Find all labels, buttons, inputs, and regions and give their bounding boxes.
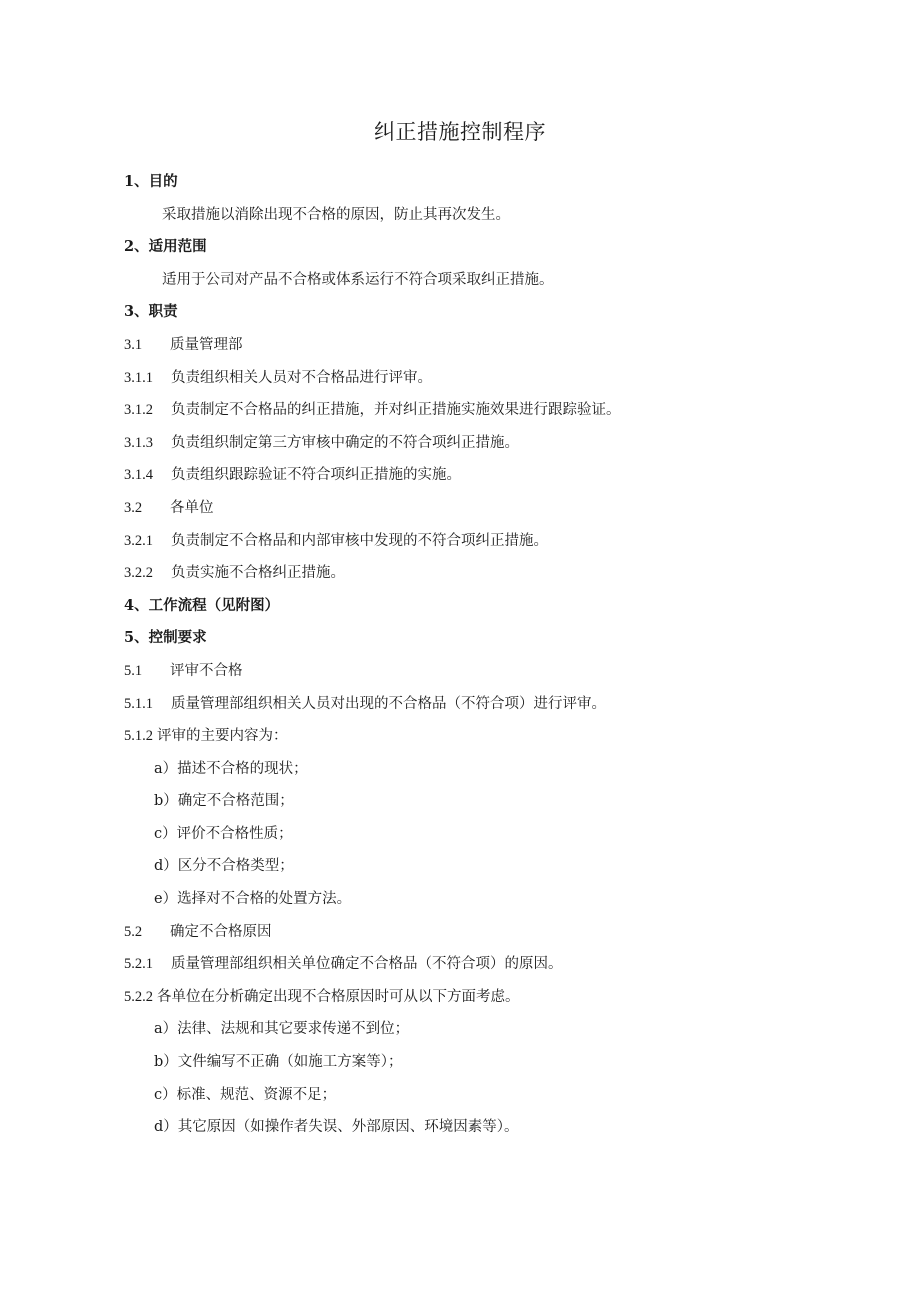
list-item: b）确定不合格范围； — [154, 793, 294, 810]
clause-number: 5.2 — [124, 923, 143, 940]
clause-number: 3.1.3 — [124, 434, 153, 451]
clause-number: 5.2.1 — [124, 956, 153, 973]
section-heading-workflow: 4、工作流程（见附图） — [124, 596, 280, 614]
list-item: a）法律、法规和其它要求传递不到位； — [154, 1021, 410, 1038]
clause-number: 5.1 — [124, 662, 143, 679]
section-heading-purpose: 1、目的 — [124, 173, 178, 190]
clause-text: 评审不合格 — [170, 662, 243, 679]
clause-number: 3.2 — [124, 499, 143, 516]
list-item: e）选择对不合格的处置方法。 — [154, 891, 352, 908]
clause-5-1-1 — [124, 688, 824, 721]
clause-number: 3.2.1 — [124, 532, 153, 549]
clause-5-2 — [124, 916, 824, 949]
list-item: c）标准、规范、资源不足； — [154, 1086, 337, 1103]
clause-text: 负责组织相关人员对不合格品进行评审。 — [171, 369, 432, 386]
clause-number: 5.2.2 — [124, 988, 153, 1005]
clause-5-2-1 — [124, 948, 824, 981]
paragraph-scope: 适用于公司对产品不合格或体系运行不符合项采取纠正措施。 — [162, 271, 554, 288]
clause-3-1-1 — [124, 362, 824, 395]
clause-number: 5.1.2 — [124, 728, 153, 745]
clause-3-1-2 — [124, 394, 824, 427]
clause-3-1-4 — [124, 459, 824, 492]
paragraph-purpose: 采取措施以消除出现不合格的原因，防止其再次发生。 — [162, 206, 510, 223]
clause-5-1-2 — [124, 720, 824, 753]
clause-text: 负责实施不合格纠正措施。 — [171, 565, 345, 582]
section-heading-control-requirements: 5、控制要求 — [124, 629, 207, 647]
clause-text: 质量管理部 — [170, 336, 243, 353]
clause-3-2 — [124, 492, 824, 525]
clause-text: 确定不合格原因 — [170, 923, 272, 940]
clause-number: 3.1.1 — [124, 369, 153, 386]
clause-text: 评审的主要内容为： — [157, 728, 288, 745]
list-item: d）区分不合格类型； — [154, 858, 294, 875]
list-item: b）文件编写不正确（如施工方案等）； — [154, 1054, 403, 1071]
clause-3-1-3 — [124, 427, 824, 460]
clause-5-2-2 — [124, 981, 824, 1014]
clause-text: 质量管理部组织相关单位确定不合格品（不符合项）的原因。 — [171, 956, 563, 973]
document-title: 纠正措施控制程序 — [374, 120, 546, 144]
list-item: d）其它原因（如操作者失误、外部原因、环境因素等）。 — [154, 1119, 519, 1136]
clause-3-1 — [124, 329, 824, 362]
clause-text: 各单位在分析确定出现不合格原因时可从以下方面考虑。 — [157, 988, 520, 1005]
clause-3-2-1 — [124, 525, 824, 558]
list-item: c）评价不合格性质； — [154, 825, 293, 842]
clause-number: 3.1.2 — [124, 402, 153, 419]
document-body — [124, 166, 824, 1144]
clause-number: 5.1.1 — [124, 695, 153, 712]
section-heading-scope: 2、适用范围 — [124, 238, 207, 256]
section-heading-responsibilities: 3、职责 — [124, 303, 178, 321]
clause-text: 负责组织跟踪验证不符合项纠正措施的实施。 — [171, 467, 461, 484]
clause-number: 3.2.2 — [124, 565, 153, 582]
clause-text: 负责组织制定第三方审核中确定的不符合项纠正措施。 — [171, 434, 519, 451]
clause-number: 3.1.4 — [124, 467, 153, 484]
clause-number: 3.1 — [124, 336, 143, 353]
clause-text: 各单位 — [170, 499, 214, 516]
clause-text: 质量管理部组织相关人员对出现的不合格品（不符合项）进行评审。 — [171, 695, 606, 712]
clause-text: 负责制定不合格品和内部审核中发现的不符合项纠正措施。 — [171, 532, 548, 549]
list-item: a）描述不合格的现状； — [154, 760, 308, 777]
clause-5-1 — [124, 655, 824, 688]
clause-3-2-2 — [124, 557, 824, 590]
clause-text: 负责制定不合格品的纠正措施，并对纠正措施实施效果进行跟踪验证。 — [171, 402, 621, 419]
